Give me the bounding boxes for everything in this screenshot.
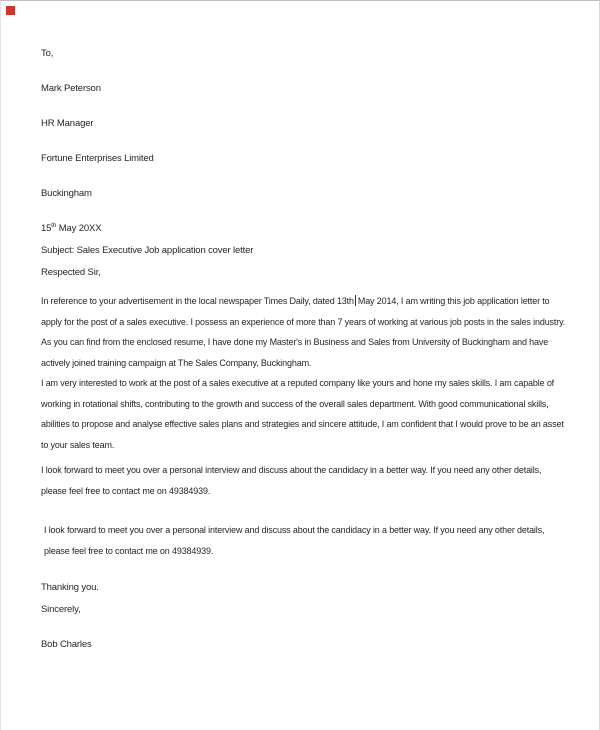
recipient-company: Fortune Enterprises Limited xyxy=(41,153,154,164)
paragraph-1-before-cursor: In reference to your advertisement in the local newspaper Times Daily, dated 13th xyxy=(41,296,354,306)
recipient-address-block xyxy=(41,36,569,211)
recipient-city: Buckingham xyxy=(41,188,92,199)
letter-content xyxy=(1,1,599,656)
recipient-title: HR Manager xyxy=(41,118,94,129)
signature-name: Bob Charles xyxy=(41,639,92,650)
text-cursor xyxy=(355,295,356,306)
closing-signoff: Sincerely, xyxy=(41,603,81,615)
salutation-line: To, xyxy=(41,48,54,59)
paragraph-3: I look forward to meet you over a personal interview and discuss about the candidacy in a better way. If you need any other details, please feel free to contact me on 49384939. xyxy=(41,465,542,496)
red-marker xyxy=(6,6,15,15)
letter-body xyxy=(41,291,569,561)
recipient-name: Mark Peterson xyxy=(41,83,101,94)
date-rest: May 20XX xyxy=(56,223,102,234)
date-line xyxy=(41,218,569,240)
paragraph-4: I look forward to meet you over a personal interview and discuss about the candidacy in a better way. If you need any other details, please feel free to contact me on 49384939. xyxy=(44,525,545,556)
date-day: 15 xyxy=(41,223,52,234)
paragraph-1-after-cursor: May 2014, I am writing this job application letter to apply for the post of a sales executive. I possess an experience of more than 7 years of working at various job posts in the sales industry. As you can find from the enclosed resume, I have done my Master's in Business and Sales from University of Buckingham and have actively joined training campaign at The Sales Company, Buckingham. xyxy=(41,296,566,368)
subject-line: Subject: Sales Executive Job application cover letter xyxy=(41,245,254,256)
paragraph-1 xyxy=(41,291,569,373)
date-ordinal-suffix: th xyxy=(51,222,57,229)
closing-thanks: Thanking you. xyxy=(41,582,99,593)
paragraph-2: I am very interested to work at the post of a sales executive at a reputed company like yours and hone my sales skills. I am capable of working in rotational shifts, contributing to the growth and success of the overall sales department. With good communicational skills, abilities to propose and analyse effective sales plans and strategies and sincere attitude, I am confident that I would prove to be an asset to your sales team. xyxy=(41,378,564,450)
letter-closing xyxy=(41,577,569,656)
greeting-line: Respected Sir, xyxy=(41,267,101,278)
letter-meta-block xyxy=(41,218,569,284)
